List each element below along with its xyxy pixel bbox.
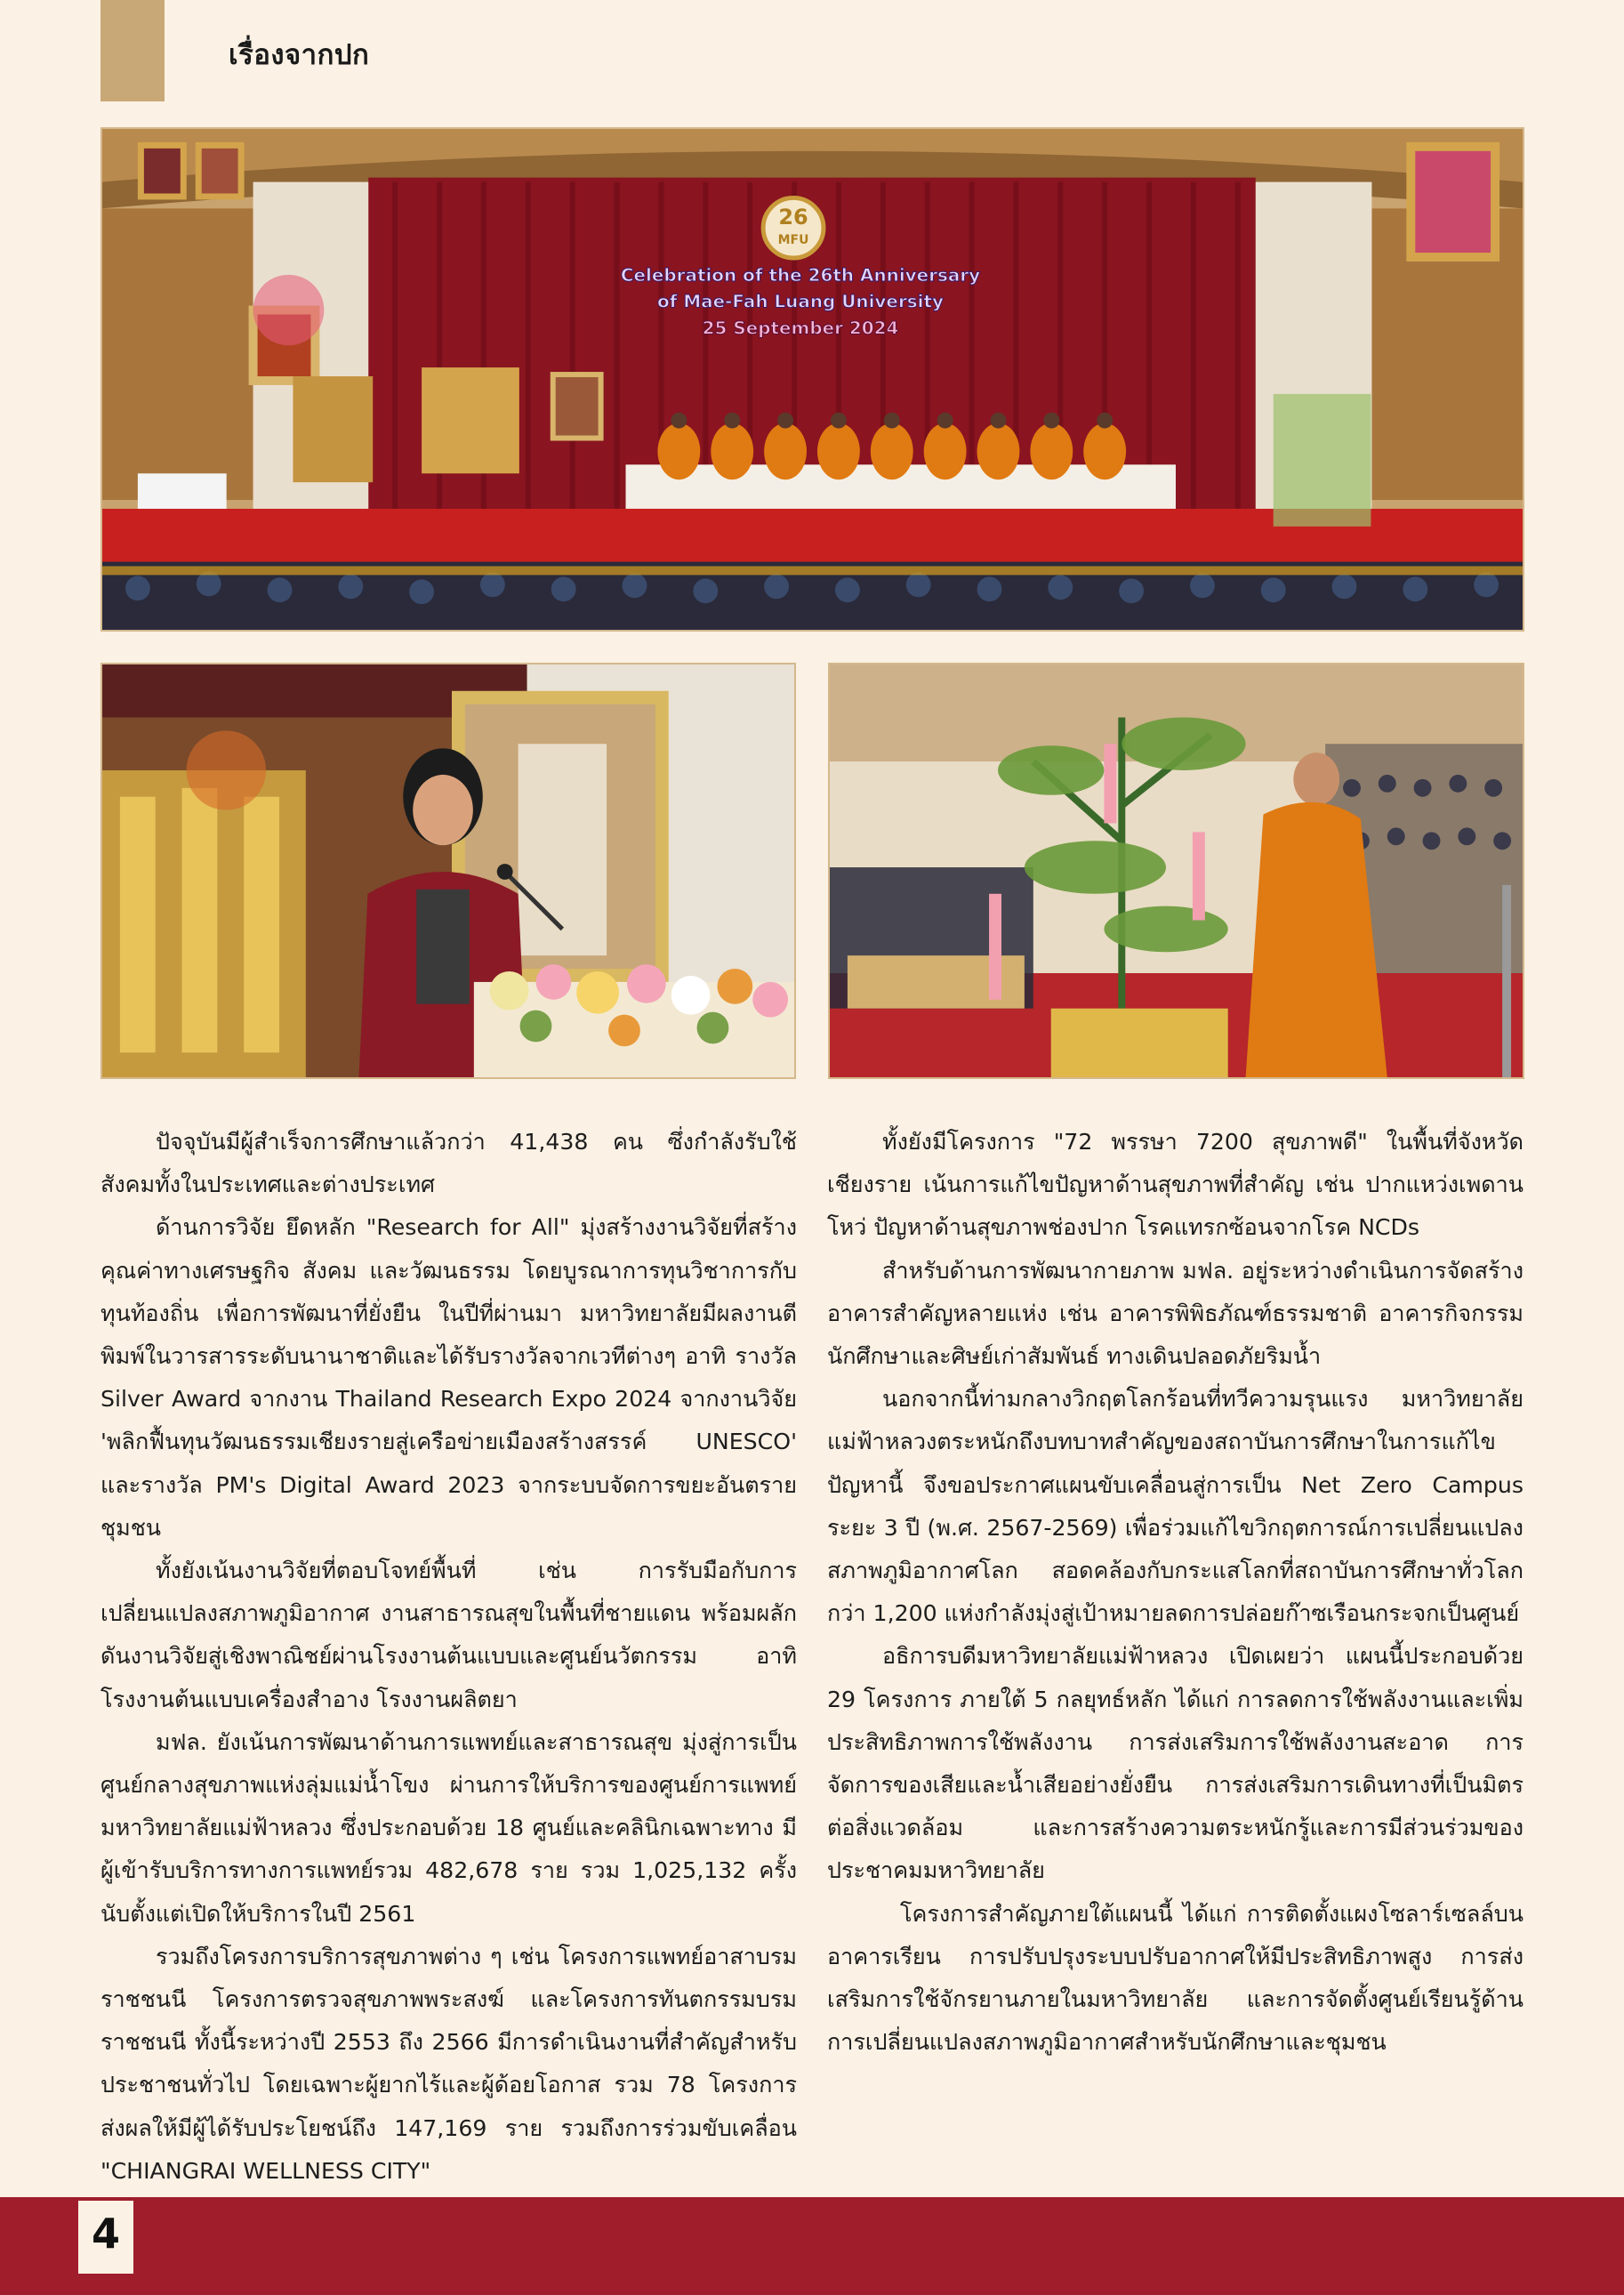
ceremony-hall-photo [100,127,1524,632]
left-paragraph: ปัจจุบันมีผู้สำเร็จการศึกษาแล้วกว่า 41,438 คน ซึ่งกำลังรับใช้สังคมทั้งในประเทศและต่างประเทศ [100,1129,797,1198]
monk-offering-photo [828,663,1524,1079]
right-paragraph: โครงการสำคัญภายใต้แผนนี้ ได้แก่ การติดตั้งแผงโซลาร์เซลล์บนอาคารเรียน การปรับปรุงระบบปรับอากาศให้มีประสิทธิภาพสูง การส่งเสริมการใช้จักรยานภายในมหาวิทยาลัย และการจัดตั้งศูนย์เรียนรู้ด้านการเปลี่ยนแปลงสภาพภูมิอากาศสำหรับนักศึกษาและชุมชน [827,1900,1524,2056]
left-paragraph: ด้านการวิจัย ยึดหลัก "Research for All" มุ่งสร้างงานวิจัยที่สร้างคุณค่าทางเศรษฐกิจ สังคม และวัฒนธรรม โดยบูรณาการทุนวิชาการกับทุนท้องถิ่น เพื่อการพัฒนาที่ยั่งยืน ในปีที่ผ่านมา มหาวิทยาลัยมีผลงานตีพิมพ์ในวารสารระดับนานาชาติและได้รับรางวัลจากเวทีต่างๆ อาทิ รางวัล Silver Award จากงาน Thailand Research Expo 2024 จากงานวิจัย 'พลิกฟื้นทุนวัฒนธรรมเชียงรายสู่เครือข่ายเมืองสร้างสรรค์ UNESCO' และรางวัล PM's Digital Award 2023 จากระบบจัดการขยะอันตรายชุมชน [100,1214,797,1541]
footer-bar [0,2197,1624,2295]
article-right-column [827,1121,1524,2064]
article-left-column [100,1121,797,2193]
svg-text:26: 26 [778,205,808,230]
svg-text:MFU: MFU [777,233,809,248]
speaker-podium-photo [100,663,796,1079]
right-paragraph: ทั้งยังมีโครงการ "72 พรรษา 7200 สุขภาพดี" ในพื้นที่จังหวัดเชียงราย เน้นการแก้ไขปัญหาด้านสุขภาพที่สำคัญ เช่น ปากแหว่งเพดานโหว่ ปัญหาด้านสุขภาพช่องปาก โรคแทรกซ้อนจากโรค NCDs [827,1129,1524,1241]
left-paragraph: มฟล. ยังเน้นการพัฒนาด้านการแพทย์และสาธารณสุข มุ่งสู่การเป็นศูนย์กลางสุขภาพแห่งลุ่มแม่น้ำโขง ผ่านการให้บริการของศูนย์การแพทย์มหาวิทยาลัยแม่ฟ้าหลวง ซึ่งประกอบด้วย 18 ศูนย์และคลินิกเฉพาะทาง มีผู้เข้ารับบริการทางการแพทย์รวม 482,678 ราย รวม 1,025,132 ครั้ง นับตั้งแต่เปิดให้บริการในปี 2561 [100,1728,797,1927]
page-number: 4 [91,2210,120,2258]
right-paragraph: สำหรับด้านการพัฒนากายภาพ มฟล. อยู่ระหว่างดำเนินการจัดสร้างอาคารสำคัญหลายแห่ง เช่น อาคารพิพิธภัณฑ์ธรรมชาติ อาคารกิจกรรมนักศึกษาและศิษย์เก่าสัมพันธ์ ทางเดินปลอดภัยริมน้ำ [827,1257,1524,1370]
svg-text:of Mae-Fah Luang University: of Mae-Fah Luang University [657,291,945,312]
left-paragraph: ทั้งยังเน้นงานวิจัยที่ตอบโจทย์พื้นที่ เช่น การรับมือกับการเปลี่ยนแปลงสภาพภูมิอากาศ งานสาธารณสุขในพื้นที่ชายแดน พร้อมผลักดันงานวิจัยสู่เชิงพาณิชย์ผ่านโรงงานต้นแบบและศูนย์นวัตกรรม อาทิ โรงงานต้นแบบเครื่องสำอาง โรงงานผลิตยา [100,1558,797,1712]
right-paragraph: อธิการบดีมหาวิทยาลัยแม่ฟ้าหลวง เปิดเผยว่า แผนนี้ประกอบด้วย 29 โครงการ ภายใต้ 5 กลยุทธ์หลัก ได้แก่ การลดการใช้พลังงานและเพิ่มประสิทธิภาพการใช้พลังงาน การส่งเสริมการใช้พลังงานสะอาด การจัดการของเสียและน้ำเสียอย่างยั่งยืน การส่งเสริมการเดินทางที่เป็นมิตรต่อสิ่งแวดล้อม และการสร้างความตระหนักรู้และการมีส่วนร่วมของประชาคมมหาวิทยาลัย [827,1643,1524,1884]
right-paragraph: นอกจากนี้ท่ามกลางวิกฤตโลกร้อนที่ทวีความรุนแรง มหาวิทยาลัยแม่ฟ้าหลวงตระหนักถึงบทบาทสำคัญของสถาบันการศึกษาในการแก้ไขปัญหานี้ จึงขอประกาศแผนขับเคลื่อนสู่การเป็น Net Zero Campus ระยะ 3 ปี (พ.ศ. 2567-2569) เพื่อร่วมแก้ไขวิกฤตการณ์การเปลี่ยนแปลงสภาพภูมิอากาศโลก สอดคล้องกับกระแสโลกที่สถาบันการศึกษาทั่วโลกกว่า 1,200 แห่งกำลังมุ่งสู่เป้าหมายลดการปล่อยก๊าซเรือนกระจกเป็นศูนย์ [827,1386,1524,1627]
header-tab [100,0,165,101]
section-title: เรื่องจากปก [229,39,370,71]
left-paragraph: รวมถึงโครงการบริการสุขภาพต่าง ๆ เช่น โครงการแพทย์อาสาบรมราชชนนี โครงการตรวจสุขภาพพระสงฆ์ และโครงการทันตกรรมบรมราชชนนี ทั้งนี้ระหว่างปี 2553 ถึง 2566 มีการดำเนินงานที่สำคัญสำหรับประชาชนทั่วไป โดยเฉพาะผู้ยากไร้และผู้ด้อยโอกาส รวม 78 โครงการ ส่งผลให้มีผู้ได้รับประโยชน์ถึง 147,169 ราย รวมถึงการร่วมขับเคลื่อน "CHIANGRAI WELLNESS CITY" [100,1943,797,2184]
svg-text:25 September 2024: 25 September 2024 [702,318,899,339]
svg-text:Celebration of the 26th Annive: Celebration of the 26th Anniversary [620,264,981,286]
